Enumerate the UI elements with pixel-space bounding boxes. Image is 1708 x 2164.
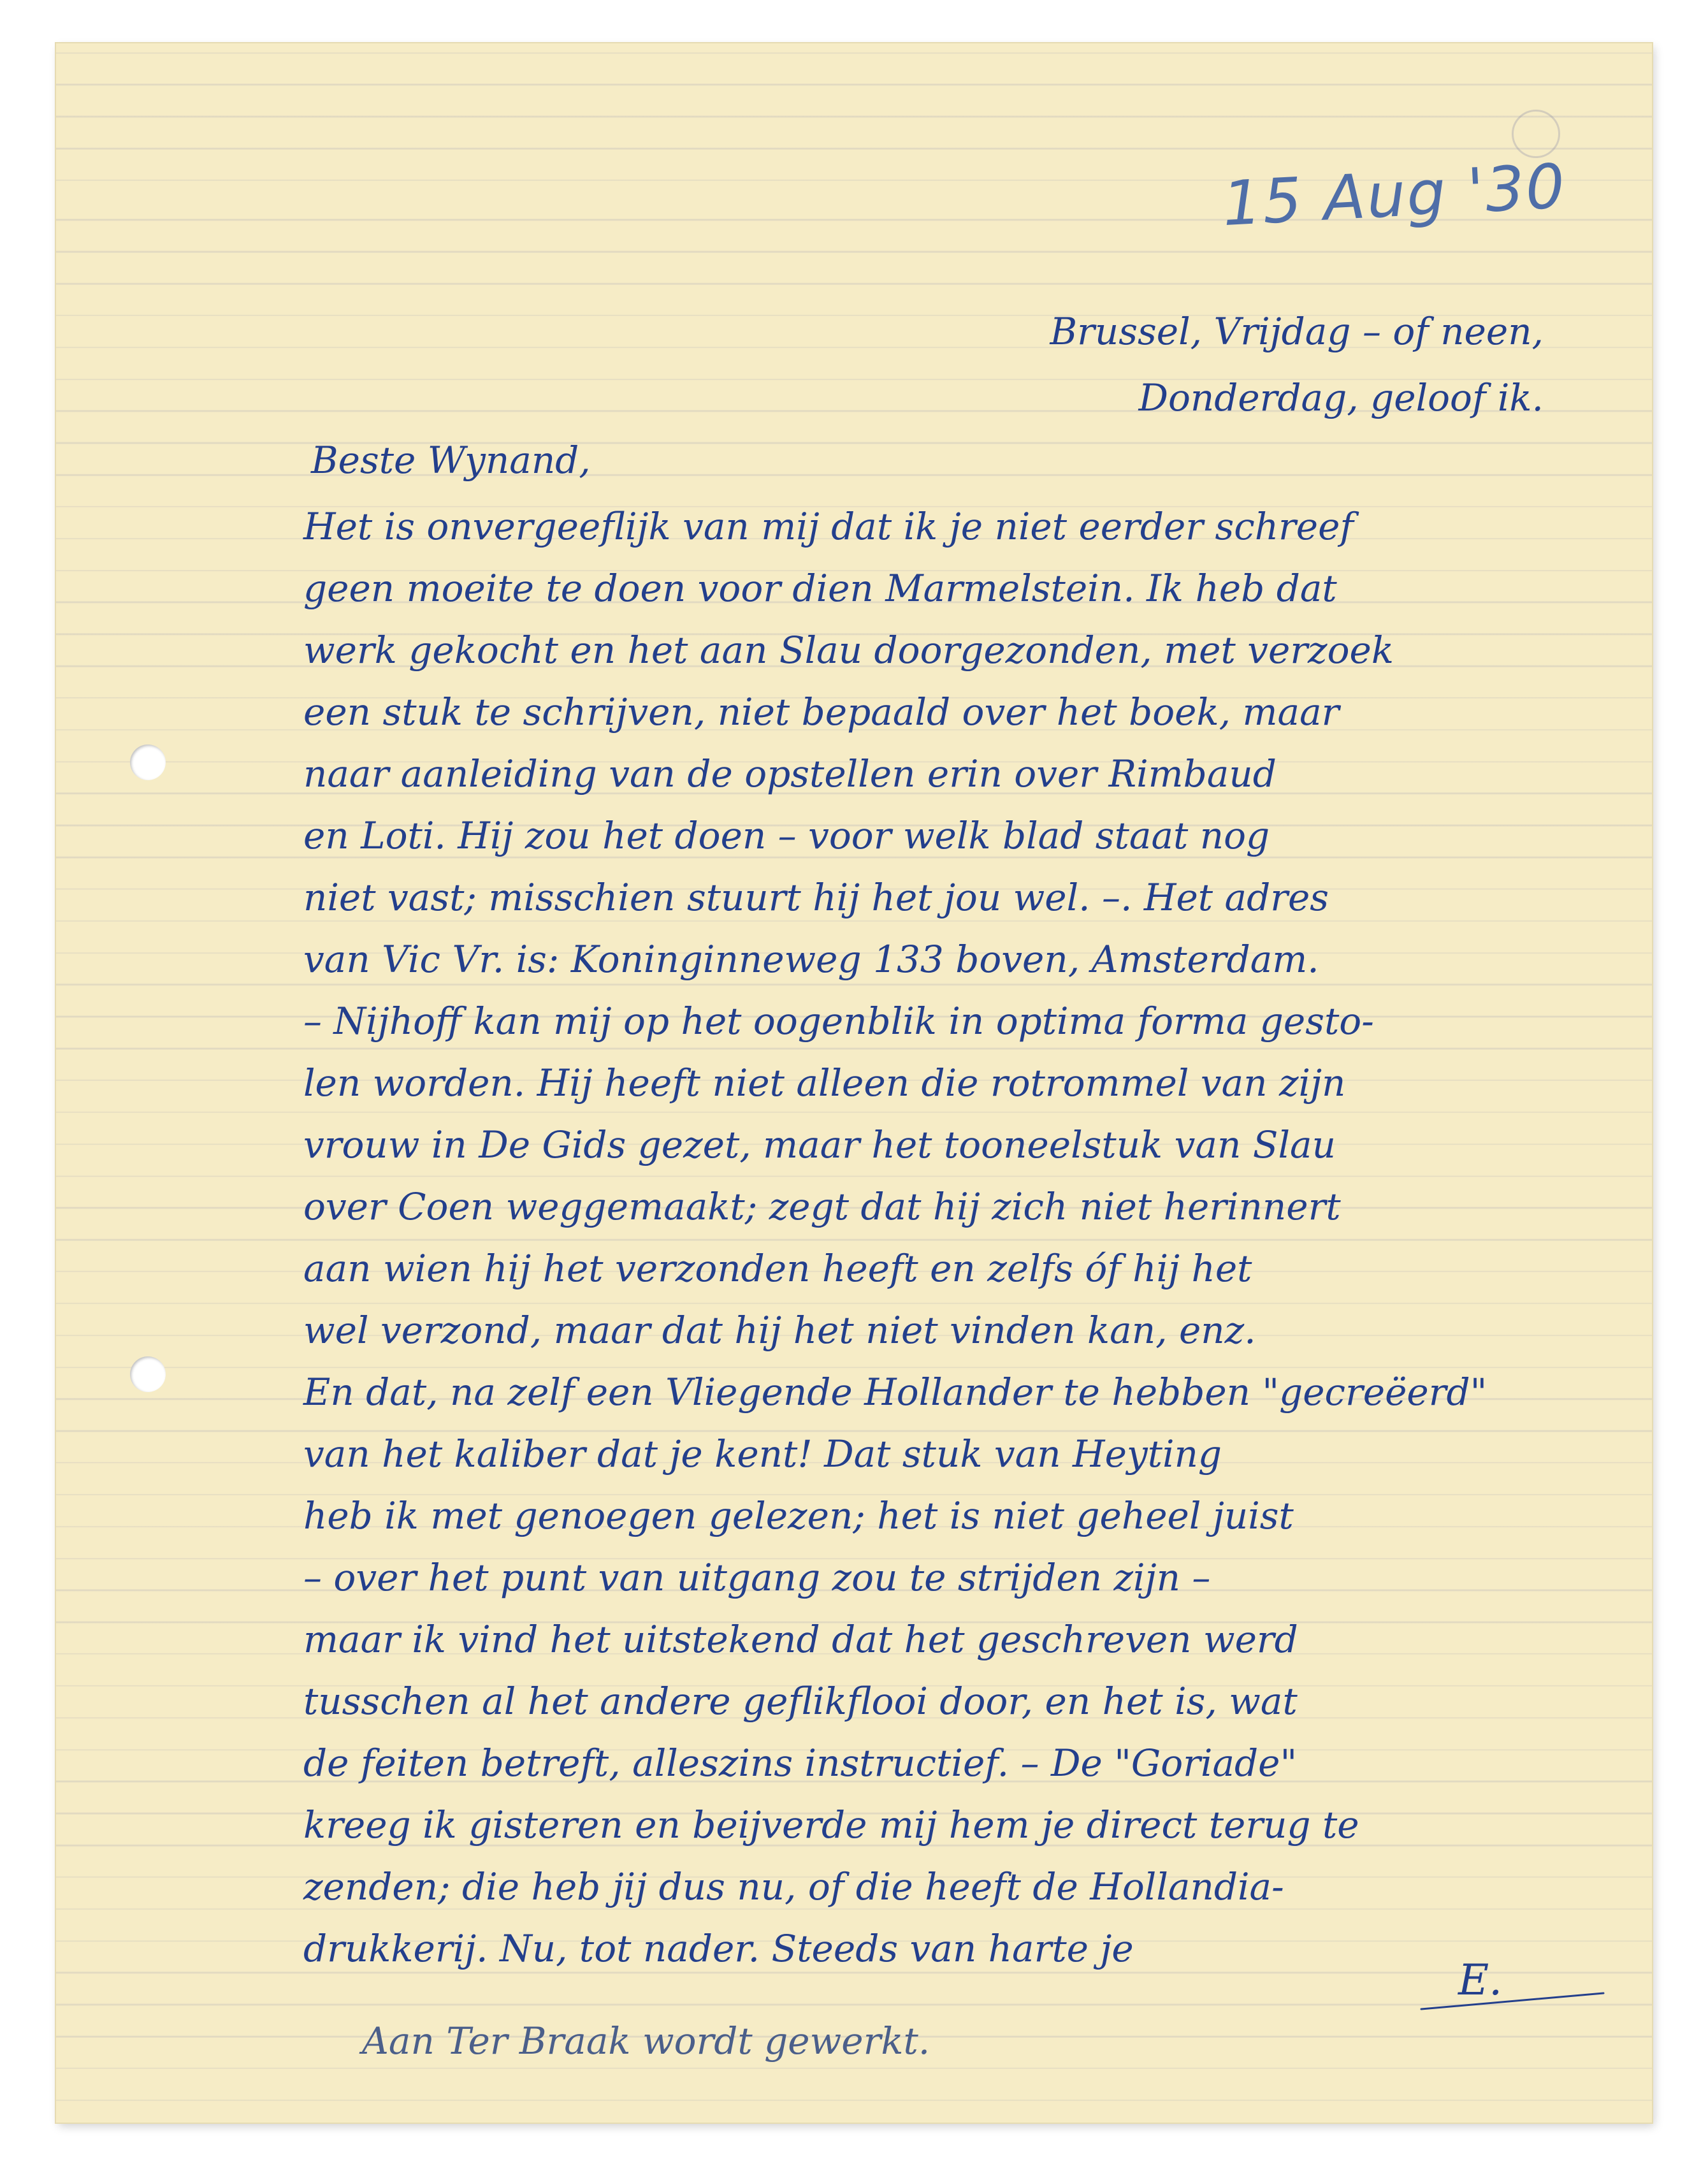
postscript: Aan Ter Braak wordt gewerkt.	[362, 2019, 930, 2063]
body-line: zenden; die heb jij dus nu, of die heeft de Hollandia-	[303, 1865, 1284, 1908]
place-date-line: Donderdag, geloof ik.	[1138, 376, 1544, 419]
body-line: kreeg ik gisteren en beijverde mij hem je direct terug te	[303, 1803, 1359, 1847]
body-line: maar ik vind het uitstekend dat het geschreven werd	[303, 1618, 1298, 1661]
body-line: de feiten betreft, alleszins instructief. – De "Goriade"	[303, 1741, 1298, 1785]
body-line: werk gekocht en het aan Slau doorgezonden, met verzoek	[303, 628, 1394, 672]
body-line: – over het punt van uitgang zou te strijden zijn –	[303, 1556, 1211, 1599]
body-line: geen moeite te doen voor dien Marmelstein. Ik heb dat	[303, 567, 1337, 610]
letter-body	[303, 496, 1487, 1980]
body-line: – Nijhoff kan mij op het oogenblik in optima forma gesto-	[303, 999, 1374, 1043]
punch-hole-bottom	[130, 1356, 166, 1392]
pencil-date-annotation: 15 Aug '30	[1220, 150, 1568, 240]
punch-hole-top	[130, 744, 166, 780]
salutation: Beste Wynand,	[311, 439, 591, 482]
body-line: heb ik met genoegen gelezen; het is niet geheel juist	[303, 1494, 1294, 1537]
body-line: aan wien hij het verzonden heeft en zelfs óf hij het	[303, 1247, 1252, 1290]
body-line: een stuk te schrijven, niet bepaald over het boek, maar	[303, 690, 1340, 734]
body-line: len worden. Hij heeft niet alleen die rotrommel van zijn	[303, 1061, 1346, 1105]
body-line: over Coen weggemaakt; zegt dat hij zich niet herinnert	[303, 1185, 1341, 1228]
body-line: Het is onvergeeflijk van mij dat ik je niet eerder schreef	[303, 505, 1354, 548]
body-line: niet vast; misschien stuurt hij het jou wel. –. Het adres	[303, 876, 1329, 919]
body-line: drukkerij. Nu, tot nader. Steeds van harte je	[303, 1927, 1134, 1970]
place-date-line: Brussel, Vrijdag – of neen,	[1050, 310, 1544, 353]
body-line: van Vic Vr. is: Koninginneweg 133 boven, Amsterdam.	[303, 938, 1319, 981]
body-line: naar aanleiding van de opstellen erin over Rimbaud	[303, 752, 1277, 795]
body-line: van het kaliber dat je kent! Dat stuk van Heyting	[303, 1432, 1222, 1476]
place-and-date	[1050, 298, 1544, 431]
signature: E.	[1458, 1956, 1503, 2005]
body-line: En dat, na zelf een Vliegende Hollander te hebben "gecreëerd"	[303, 1370, 1487, 1414]
body-line: wel verzond, maar dat hij het niet vinden kan, enz.	[303, 1309, 1256, 1352]
signature-flourish	[1420, 1992, 1604, 2010]
body-line: vrouw in De Gids gezet, maar het tooneelstuk van Slau	[303, 1123, 1336, 1166]
body-line: en Loti. Hij zou het doen – voor welk blad staat nog	[303, 814, 1270, 857]
letter-sheet	[56, 43, 1652, 2123]
body-line: tusschen al het andere geflikflooi door, en het is, wat	[303, 1680, 1298, 1723]
